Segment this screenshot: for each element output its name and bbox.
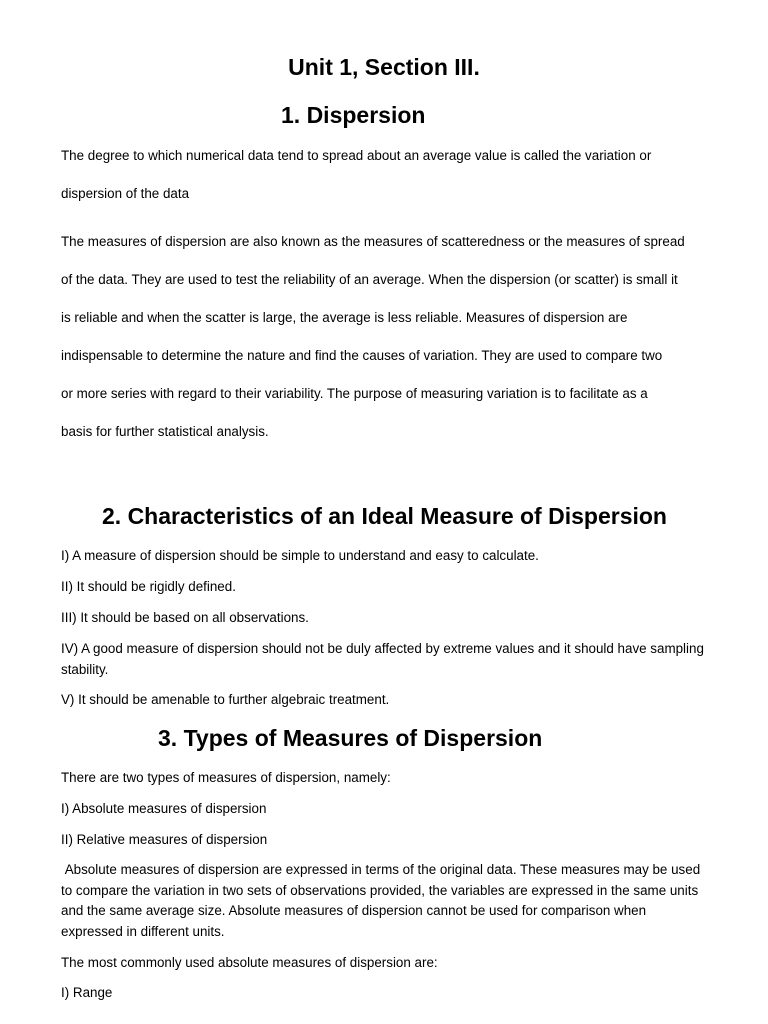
common-measures-intro: The most commonly used absolute measures of dispersion are:: [61, 955, 438, 970]
section-1-line: indispensable to determine the nature and find the causes of variation. They are used to compare two: [61, 348, 663, 363]
section-1-line: The degree to which numerical data tend to spread about an average value is called the variation or: [61, 148, 652, 163]
absolute-measures-paragraph: Absolute measures of dispersion are expressed in terms of the original data. These measures may be used to compare the variation in two sets of observations provided, the variables are expressed in the same units and the same average size. Absolute measures of dispersion cannot be used for comparison when expressed in different units.: [61, 862, 704, 939]
characteristic-item: III) It should be based on all observations.: [61, 610, 309, 625]
section-1-line: of the data. They are used to test the reliability of an average. When the dispersion (or scatter) is small it: [61, 272, 678, 287]
characteristic-item: IV) A good measure of dispersion should not be duly affected by extreme values and it should have sampling stability.: [61, 641, 704, 677]
section-1-line: is reliable and when the scatter is large, the average is less reliable. Measures of dispersion are: [61, 310, 628, 325]
characteristic-item: V) It should be amenable to further algebraic treatment.: [61, 692, 390, 707]
section-2-heading: 2. Characteristics of an Ideal Measure of Dispersion: [102, 503, 667, 529]
section-3-heading: 3. Types of Measures of Dispersion: [158, 725, 543, 751]
section-1-line: basis for further statistical analysis.: [61, 424, 269, 439]
section-1-heading: 1. Dispersion: [281, 102, 426, 128]
unit-title: Unit 1, Section III.: [288, 54, 480, 80]
characteristic-item: I) A measure of dispersion should be simple to understand and easy to calculate.: [61, 548, 539, 563]
type-item: II) Relative measures of dispersion: [61, 832, 268, 847]
types-intro: There are two types of measures of dispersion, namely:: [61, 770, 391, 785]
section-1-line: dispersion of the data: [61, 186, 190, 201]
section-1-line: The measures of dispersion are also known as the measures of scatteredness or the measures of spread: [61, 234, 685, 249]
characteristic-item: II) It should be rigidly defined.: [61, 579, 236, 594]
measure-item-range: I) Range: [61, 985, 113, 1000]
type-item: I) Absolute measures of dispersion: [61, 801, 267, 816]
section-1-line: or more series with regard to their variability. The purpose of measuring variation is to facilitate as a: [61, 386, 648, 401]
